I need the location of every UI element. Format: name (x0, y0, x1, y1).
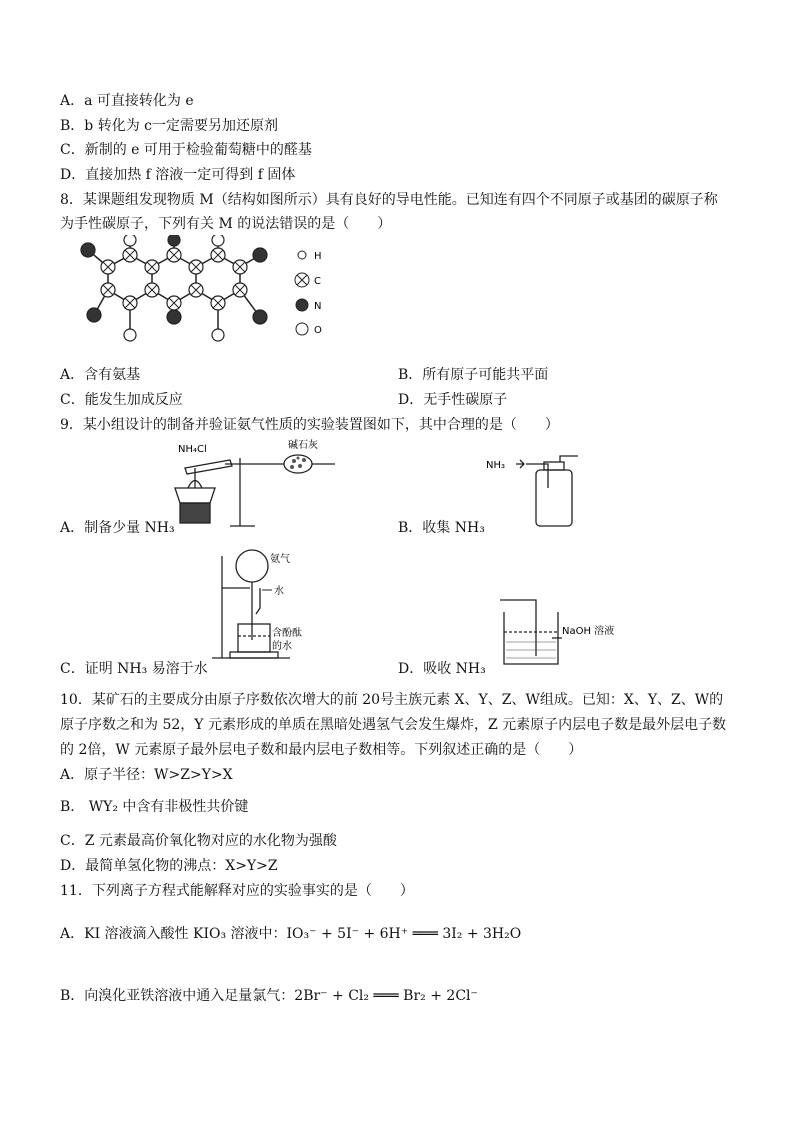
q10-option-c: C．Z 元素最高价氧化物对应的水化物为强酸 (60, 833, 337, 849)
q9-option-b: B．收集 NH₃ (398, 520, 485, 536)
fig-c-beaker-label-1: 含酚酞 (272, 628, 302, 639)
q10-option-b: B． WY₂ 中含有非极性共价键 (60, 799, 249, 815)
fig-c-water-label: 水 (274, 586, 284, 597)
molecule-legend (295, 251, 322, 336)
q11-option-b: B．向溴化亚铁溶液中通入足量氯气：2Br⁻ + Cl₂ ═══ Br₂ + 2Cl⁻ (60, 988, 478, 1004)
q10-stem-line2: 原子序数之和为 52，Y 元素形成的单质在黑暗处遇氢气会发生爆炸，Z 元素原子内层电子数是最外层电子数 (60, 717, 727, 733)
legend-n-label: N (314, 301, 322, 312)
q9-stem: 9．某小组设计的制备并验证氨气性质的实验装置图如下，其中合理的是（ ） (60, 417, 559, 433)
q9-figure-a-apparatus (170, 438, 350, 528)
q10-stem-line1: 10．某矿石的主要成分由原子序数依次增大的前 20号主族元素 X、Y、Z、W组成。已知：X、Y、Z、W的 (60, 692, 724, 708)
q10-option-a: A．原子半径：W>Z>Y>X (60, 767, 233, 783)
fig-d-solution-label: NaOH 溶液 (562, 626, 615, 637)
legend-c-label: C (314, 276, 321, 287)
q10-option-d: D．最简单氢化物的沸点：X>Y>Z (60, 858, 278, 874)
molecule-m-structure (70, 235, 370, 350)
q8-option-b: B．所有原子可能共平面 (398, 367, 549, 383)
q8-option-c: C．能发生加成反应 (60, 392, 183, 408)
q7-option-c: C．新制的 e 可用于检验葡萄糖中的醛基 (60, 142, 312, 158)
q8-stem-line1: 8．某课题组发现物质 M（结构如图所示）具有良好的导电性能。已知连有四个不同原子或基团的碳原子称 (60, 192, 718, 208)
q7-option-b: B．b 转化为 c一定需要另加还原剂 (60, 118, 278, 134)
q9-option-a: A．制备少量 NH₃ (60, 520, 175, 536)
q9-option-d: D．吸收 NH₃ (398, 661, 486, 677)
fig-a-reagent-label: NH₄Cl (178, 444, 207, 455)
legend-o-label: O (314, 325, 322, 336)
fig-c-beaker-label-2: 的水 (272, 641, 292, 652)
q7-option-a: A．a 可直接转化为 e (60, 93, 194, 109)
q7-option-d: D．直接加热 f 溶液一定可得到 f 固体 (60, 167, 296, 183)
q9-figure-b-gas-bottle (486, 448, 586, 530)
q8-option-a: A．含有氨基 (60, 367, 141, 383)
q10-stem-line3: 的 2倍，W 元素原子最外层电子数和最内层电子数相等。下列叙述正确的是（ ） (60, 742, 583, 758)
legend-h-label: H (314, 251, 322, 262)
q8-stem-line2: 为手性碳原子，下列有关 M 的说法错误的是（ ） (60, 216, 392, 232)
q9-option-c: C．证明 NH₃ 易溶于水 (60, 661, 208, 677)
q9-figure-d-absorption (496, 592, 636, 670)
q8-option-d: D．无手性碳原子 (398, 392, 508, 408)
q11-option-a: A．KI 溶液滴入酸性 KIO₃ 溶液中：IO₃⁻ + 5I⁻ + 6H⁺ ═══ 3I₂ + 3H₂O (60, 926, 522, 942)
fig-b-gas-label: NH₃ (486, 460, 506, 471)
q11-stem: 11．下列离子方程式能解释对应的实验事实的是（ ） (60, 883, 414, 899)
q9-figure-c-fountain (210, 548, 320, 663)
fig-c-flask-label: 氨气 (270, 554, 290, 565)
fig-a-drying-label: 碱石灰 (288, 440, 318, 451)
